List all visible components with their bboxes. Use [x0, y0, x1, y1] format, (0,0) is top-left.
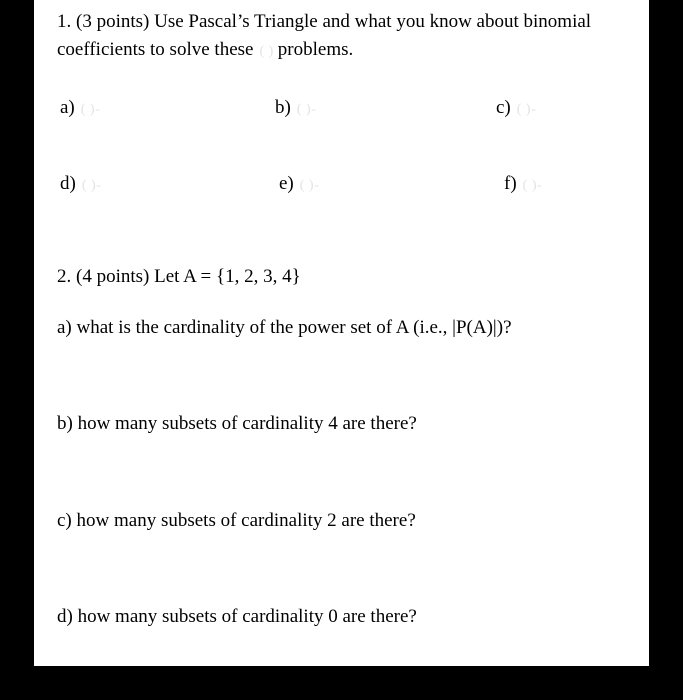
- faded-binomial-expression: ( )-: [299, 178, 320, 193]
- question-2-part-c: c) how many subsets of cardinality 2 are there?: [57, 510, 416, 531]
- question-1-part-b: [275, 97, 316, 121]
- question-1-part-e: [279, 173, 319, 197]
- left-frame: [0, 0, 34, 700]
- question-1-part-a: [60, 97, 100, 121]
- question-2-header: 2. (4 points) Let A = {1, 2, 3, 4}: [57, 266, 301, 287]
- question-2-part-b: b) how many subsets of cardinality 4 are there?: [57, 413, 417, 434]
- faded-binomial-expression: ( )-: [522, 178, 543, 193]
- part-label: f): [504, 173, 517, 194]
- question-1-line-2-start: coefficients to solve these: [57, 39, 254, 60]
- faded-binomial-expression: ( )-: [80, 102, 101, 117]
- question-1-line-2-end: problems.: [277, 39, 354, 60]
- faded-binomial-expression: ( )-: [516, 102, 537, 117]
- bottom-frame: [0, 666, 683, 700]
- question-1-part-d: [60, 173, 101, 197]
- part-label: b): [275, 97, 291, 118]
- question-1-text-line-1: 1. (3 points) Use Pascal’s Triangle and what you know about binomial: [57, 11, 592, 32]
- part-label: c): [496, 97, 511, 118]
- right-frame: [649, 0, 683, 700]
- question-1-part-f: [504, 173, 542, 197]
- part-label: a): [60, 97, 75, 118]
- question-1-text-line-2: [57, 39, 353, 63]
- part-label: e): [279, 173, 294, 194]
- faded-binomial-expression: ( )-: [296, 102, 317, 117]
- part-label: d): [60, 173, 76, 194]
- faded-binomial-expression: ( )-: [81, 178, 102, 193]
- question-2-part-d: d) how many subsets of cardinality 0 are there?: [57, 606, 417, 627]
- question-1-part-c: [496, 97, 536, 121]
- faded-binomial-symbol: ( ): [259, 44, 274, 59]
- question-2-part-a: a) what is the cardinality of the power set of A (i.e., |P(A)|)?: [57, 317, 512, 338]
